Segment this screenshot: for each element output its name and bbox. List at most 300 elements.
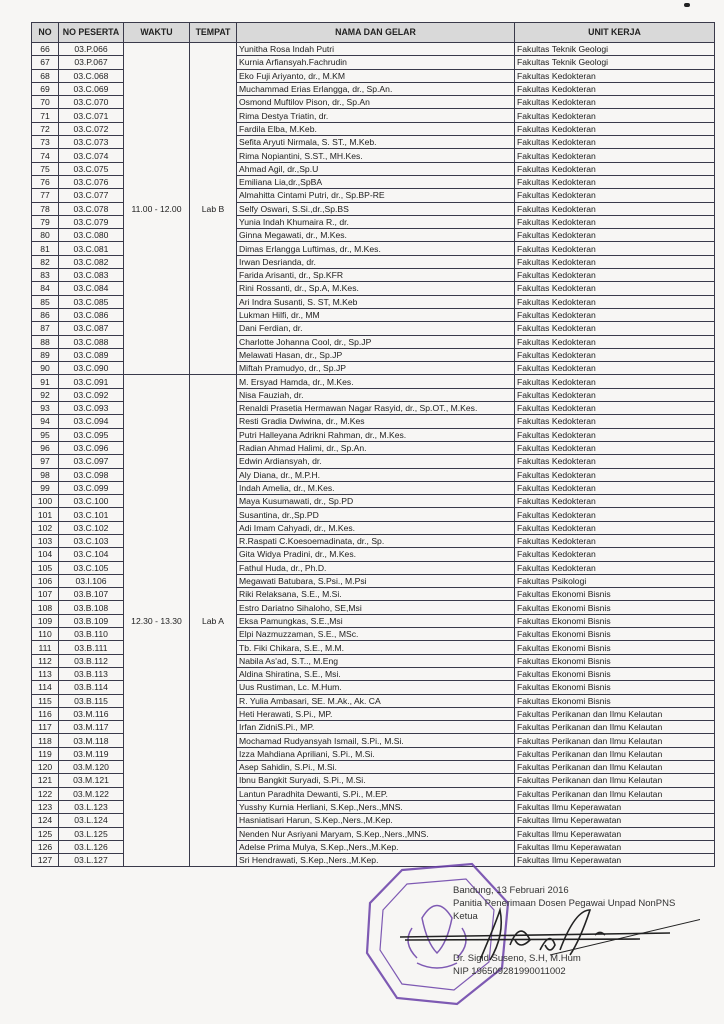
cell-no: 115	[32, 694, 59, 707]
cell-no: 109	[32, 614, 59, 627]
cell-nama: Charlotte Johanna Cool, dr., Sp.JP	[237, 335, 515, 348]
cell-nama: Rima Nopiantini, S.ST., MH.Kes.	[237, 149, 515, 162]
cell-no-peserta: 03.B.112	[59, 654, 124, 667]
cell-nama: Adi Imam Cahyadi, dr., M.Kes.	[237, 521, 515, 534]
table-row	[32, 508, 715, 521]
cell-nama: Ginna Megawati, dr., M.Kes.	[237, 229, 515, 242]
cell-waktu	[124, 761, 190, 774]
cell-no: 117	[32, 721, 59, 734]
cell-no: 85	[32, 295, 59, 308]
table-row	[32, 734, 715, 747]
cell-tempat	[190, 428, 237, 441]
table-row	[32, 707, 715, 720]
cell-tempat	[190, 215, 237, 228]
table-row	[32, 175, 715, 188]
cell-no: 95	[32, 428, 59, 441]
table-row	[32, 774, 715, 787]
cell-unit: Fakultas Perikanan dan Ilmu Kelautan	[515, 761, 715, 774]
table-row	[32, 654, 715, 667]
cell-no-peserta: 03.C.099	[59, 481, 124, 494]
cell-no: 108	[32, 601, 59, 614]
table-row	[32, 136, 715, 149]
cell-no: 69	[32, 82, 59, 95]
cell-unit: Fakultas Kedokteran	[515, 375, 715, 388]
cell-no: 66	[32, 43, 59, 56]
cell-nama: M. Ersyad Hamda, dr., M.Kes.	[237, 375, 515, 388]
cell-waktu	[124, 162, 190, 175]
cell-waktu	[124, 840, 190, 853]
cell-unit: Fakultas Ilmu Keperawatan	[515, 840, 715, 853]
cell-no-peserta: 03.C.095	[59, 428, 124, 441]
table-row	[32, 601, 715, 614]
cell-waktu	[124, 508, 190, 521]
table-row	[32, 574, 715, 587]
cell-waktu: 12.30 - 13.30	[124, 614, 190, 627]
cell-no-peserta: 03.C.073	[59, 136, 124, 149]
cell-waktu	[124, 136, 190, 149]
cell-no-peserta: 03.B.114	[59, 681, 124, 694]
table-row	[32, 56, 715, 69]
cell-no-peserta: 03.C.088	[59, 335, 124, 348]
cell-no-peserta: 03.L.123	[59, 800, 124, 813]
cell-nama: Heti Herawati, S.Pi., MP.	[237, 707, 515, 720]
cell-waktu	[124, 56, 190, 69]
cell-no-peserta: 03.B.113	[59, 667, 124, 680]
table-row	[32, 202, 715, 215]
cell-waktu	[124, 734, 190, 747]
cell-tempat	[190, 827, 237, 840]
cell-waktu	[124, 641, 190, 654]
cell-nama: Hasniatisari Harun, S.Kep.,Ners.,M.Kep.	[237, 814, 515, 827]
cell-waktu	[124, 481, 190, 494]
cell-nama: Emiliana Lia,dr.,SpBA	[237, 175, 515, 188]
cell-no-peserta: 03.L.125	[59, 827, 124, 840]
cell-no-peserta: 03.C.078	[59, 202, 124, 215]
cell-no-peserta: 03.C.069	[59, 82, 124, 95]
cell-nama: Rini Rossanti, dr., Sp.A, M.Kes.	[237, 282, 515, 295]
cell-nama: Resti Gradia Dwiwina, dr., M.Kes	[237, 415, 515, 428]
cell-no: 98	[32, 468, 59, 481]
cell-nama: Ari Indra Susanti, S. ST, M.Keb	[237, 295, 515, 308]
cell-tempat	[190, 721, 237, 734]
cell-tempat	[190, 388, 237, 401]
table-row	[32, 495, 715, 508]
cell-no-peserta: 03.C.080	[59, 229, 124, 242]
table-row	[32, 800, 715, 813]
cell-nama: Adelse Prima Mulya, S.Kep.,Ners.,M.Kep.	[237, 840, 515, 853]
cell-no-peserta: 03.B.108	[59, 601, 124, 614]
cell-unit: Fakultas Kedokteran	[515, 82, 715, 95]
cell-nama: Almahitta Cintami Putri, dr., Sp.BP-RE	[237, 189, 515, 202]
table-row	[32, 667, 715, 680]
cell-tempat	[190, 508, 237, 521]
cell-nama: Muchammad Erias Erlangga, dr., Sp.An.	[237, 82, 515, 95]
cell-no-peserta: 03.M.121	[59, 774, 124, 787]
cell-waktu	[124, 574, 190, 587]
header-no-peserta: NO PESERTA	[59, 23, 124, 43]
cell-nama: Uus Rustiman, Lc. M.Hum.	[237, 681, 515, 694]
cell-no-peserta: 03.C.091	[59, 375, 124, 388]
cell-unit: Fakultas Kedokteran	[515, 481, 715, 494]
cell-tempat	[190, 707, 237, 720]
cell-no-peserta: 03.C.077	[59, 189, 124, 202]
cell-tempat	[190, 495, 237, 508]
cell-no: 106	[32, 574, 59, 587]
cell-no-peserta: 03.C.070	[59, 96, 124, 109]
cell-nama: Yusshy Kurnia Herliani, S.Kep.,Ners.,MNS.	[237, 800, 515, 813]
cell-no: 96	[32, 441, 59, 454]
cell-no: 118	[32, 734, 59, 747]
cell-nama: Yunitha Rosa Indah Putri	[237, 43, 515, 56]
cell-waktu	[124, 814, 190, 827]
cell-nama: Putri Halleyana Adrikni Rahman, dr., M.Kes.	[237, 428, 515, 441]
cell-tempat	[190, 588, 237, 601]
cell-tempat	[190, 574, 237, 587]
table-row	[32, 614, 715, 627]
cell-no: 102	[32, 521, 59, 534]
cell-no-peserta: 03.L.127	[59, 854, 124, 867]
place-date: Bandung, 13 Februari 2016	[453, 885, 569, 896]
table-row	[32, 122, 715, 135]
table-row	[32, 747, 715, 760]
cell-tempat	[190, 654, 237, 667]
cell-no: 107	[32, 588, 59, 601]
cell-waktu	[124, 654, 190, 667]
cell-tempat	[190, 481, 237, 494]
cell-waktu	[124, 787, 190, 800]
cell-nama: Sri Hendrawati, S.Kep.,Ners.,M.Kep.	[237, 854, 515, 867]
cell-waktu	[124, 402, 190, 415]
cell-no-peserta: 03.C.089	[59, 348, 124, 361]
cell-tempat	[190, 109, 237, 122]
cell-no: 78	[32, 202, 59, 215]
cell-no-peserta: 03.C.097	[59, 455, 124, 468]
header-waktu: WAKTU	[124, 23, 190, 43]
table-row	[32, 455, 715, 468]
cell-unit: Fakultas Kedokteran	[515, 428, 715, 441]
cell-waktu	[124, 667, 190, 680]
cell-unit: Fakultas Ekonomi Bisnis	[515, 614, 715, 627]
table-row	[32, 335, 715, 348]
cell-tempat	[190, 787, 237, 800]
cell-tempat	[190, 162, 237, 175]
cell-no-peserta: 03.M.117	[59, 721, 124, 734]
cell-unit: Fakultas Kedokteran	[515, 508, 715, 521]
cell-unit: Fakultas Kedokteran	[515, 269, 715, 282]
cell-waktu	[124, 109, 190, 122]
cell-unit: Fakultas Kedokteran	[515, 362, 715, 375]
cell-unit: Fakultas Kedokteran	[515, 441, 715, 454]
cell-waktu	[124, 827, 190, 840]
cell-nama: Ahmad Agil, dr.,Sp.U	[237, 162, 515, 175]
cell-unit: Fakultas Kedokteran	[515, 415, 715, 428]
cell-waktu	[124, 588, 190, 601]
cell-no-peserta: 03.C.087	[59, 322, 124, 335]
cell-tempat	[190, 282, 237, 295]
table-row	[32, 548, 715, 561]
cell-unit: Fakultas Ekonomi Bisnis	[515, 681, 715, 694]
table-row	[32, 375, 715, 388]
cell-unit: Fakultas Kedokteran	[515, 295, 715, 308]
cell-unit: Fakultas Kedokteran	[515, 561, 715, 574]
cell-unit: Fakultas Kedokteran	[515, 149, 715, 162]
cell-waktu	[124, 707, 190, 720]
cell-tempat	[190, 734, 237, 747]
cell-no: 110	[32, 628, 59, 641]
cell-waktu	[124, 308, 190, 321]
table-row	[32, 721, 715, 734]
cell-no: 90	[32, 362, 59, 375]
table-row	[32, 295, 715, 308]
cell-no: 111	[32, 641, 59, 654]
cell-no-peserta: 03.C.094	[59, 415, 124, 428]
cell-nama: Aldina Shiratina, S.E., Msi.	[237, 667, 515, 680]
cell-unit: Fakultas Ekonomi Bisnis	[515, 654, 715, 667]
cell-tempat	[190, 667, 237, 680]
cell-no: 74	[32, 149, 59, 162]
cell-no: 84	[32, 282, 59, 295]
cell-waktu	[124, 189, 190, 202]
cell-no: 121	[32, 774, 59, 787]
cell-waktu	[124, 854, 190, 867]
cell-waktu	[124, 229, 190, 242]
table-row	[32, 96, 715, 109]
cell-no: 70	[32, 96, 59, 109]
cell-tempat	[190, 43, 237, 56]
cell-no: 99	[32, 481, 59, 494]
cell-tempat	[190, 641, 237, 654]
cell-no-peserta: 03.B.115	[59, 694, 124, 707]
cell-nama: Renaldi Prasetia Hermawan Nagar Rasyid, dr., Sp.OT., M.Kes.	[237, 402, 515, 415]
cell-no-peserta: 03.C.076	[59, 175, 124, 188]
cell-no: 72	[32, 122, 59, 135]
cell-waktu	[124, 282, 190, 295]
cell-tempat	[190, 548, 237, 561]
cell-tempat	[190, 681, 237, 694]
cell-waktu	[124, 362, 190, 375]
header-unit: UNIT KERJA	[515, 23, 715, 43]
cell-waktu	[124, 295, 190, 308]
table-row	[32, 481, 715, 494]
cell-unit: Fakultas Kedokteran	[515, 521, 715, 534]
cell-no-peserta: 03.C.071	[59, 109, 124, 122]
cell-tempat	[190, 441, 237, 454]
cell-nama: Tb. Fiki Chikara, S.E., M.M.	[237, 641, 515, 654]
table-row	[32, 415, 715, 428]
cell-nama: Riki Relaksana, S.E., M.Si.	[237, 588, 515, 601]
cell-waktu	[124, 322, 190, 335]
cell-no: 124	[32, 814, 59, 827]
cell-no-peserta: 03.C.068	[59, 69, 124, 82]
cell-no: 100	[32, 495, 59, 508]
cell-no-peserta: 03.B.109	[59, 614, 124, 627]
cell-tempat	[190, 255, 237, 268]
cell-no: 97	[32, 455, 59, 468]
cell-unit: Fakultas Perikanan dan Ilmu Kelautan	[515, 747, 715, 760]
cell-unit: Fakultas Kedokteran	[515, 122, 715, 135]
cell-tempat	[190, 402, 237, 415]
cell-unit: Fakultas Psikologi	[515, 574, 715, 587]
cell-tempat	[190, 335, 237, 348]
table-row	[32, 428, 715, 441]
cell-unit: Fakultas Kedokteran	[515, 548, 715, 561]
cell-nama: Farida Arisanti, dr., Sp.KFR	[237, 269, 515, 282]
table-body	[32, 43, 715, 867]
cell-nama: Irwan Desrianda, dr.	[237, 255, 515, 268]
cell-nama: Radian Ahmad Halimi, dr., Sp.An.	[237, 441, 515, 454]
cell-unit: Fakultas Perikanan dan Ilmu Kelautan	[515, 787, 715, 800]
cell-unit: Fakultas Kedokteran	[515, 96, 715, 109]
cell-tempat	[190, 455, 237, 468]
cell-unit: Fakultas Kedokteran	[515, 215, 715, 228]
cell-tempat	[190, 521, 237, 534]
cell-nama: Irfan ZidniS.Pi., MP.	[237, 721, 515, 734]
cell-no-peserta: 03.M.119	[59, 747, 124, 760]
cell-no-peserta: 03.C.102	[59, 521, 124, 534]
cell-tempat	[190, 229, 237, 242]
cell-no: 120	[32, 761, 59, 774]
cell-no: 80	[32, 229, 59, 242]
cell-waktu	[124, 122, 190, 135]
table-row	[32, 149, 715, 162]
cell-unit: Fakultas Kedokteran	[515, 255, 715, 268]
cell-no: 101	[32, 508, 59, 521]
cell-tempat	[190, 149, 237, 162]
cell-unit: Fakultas Ekonomi Bisnis	[515, 694, 715, 707]
cell-no-peserta: 03.C.092	[59, 388, 124, 401]
cell-waktu	[124, 242, 190, 255]
cell-nama: Ibnu Bangkit Suryadi, S.Pi., M.Si.	[237, 774, 515, 787]
cell-unit: Fakultas Ekonomi Bisnis	[515, 588, 715, 601]
cell-no: 81	[32, 242, 59, 255]
cell-no-peserta: 03.C.104	[59, 548, 124, 561]
table-row	[32, 694, 715, 707]
cell-waktu	[124, 468, 190, 481]
cell-waktu	[124, 561, 190, 574]
cell-nama: Lantun Paradhita Dewanti, S.Pi., M.EP.	[237, 787, 515, 800]
table-row	[32, 441, 715, 454]
cell-no: 68	[32, 69, 59, 82]
cell-no: 119	[32, 747, 59, 760]
table-row	[32, 362, 715, 375]
cell-unit: Fakultas Kedokteran	[515, 282, 715, 295]
cell-waktu	[124, 681, 190, 694]
cell-unit: Fakultas Perikanan dan Ilmu Kelautan	[515, 707, 715, 720]
committee-name: Panitia Penerimaan Dosen Pegawai Unpad NonPNS	[453, 898, 676, 909]
cell-tempat	[190, 854, 237, 867]
cell-no: 125	[32, 827, 59, 840]
cell-tempat	[190, 800, 237, 813]
cell-no-peserta: 03.C.100	[59, 495, 124, 508]
cell-nama: Gita Widya Pradini, dr., M.Kes.	[237, 548, 515, 561]
cell-nama: Aly Diana, dr., M.P.H.	[237, 468, 515, 481]
cell-nama: Nabila As'ad, S.T.., M.Eng	[237, 654, 515, 667]
cell-nama: Elpi Nazmuzzaman, S.E., MSc.	[237, 628, 515, 641]
cell-no: 92	[32, 388, 59, 401]
cell-tempat	[190, 375, 237, 388]
cell-waktu	[124, 747, 190, 760]
cell-waktu	[124, 43, 190, 56]
cell-no-peserta: 03.P.066	[59, 43, 124, 56]
table-row	[32, 43, 715, 56]
cell-no: 93	[32, 402, 59, 415]
cell-tempat	[190, 628, 237, 641]
cell-nama: Mochamad Rudyansyah Ismail, S.Pi., M.Si.	[237, 734, 515, 747]
cell-waktu	[124, 628, 190, 641]
table-header-row	[32, 23, 715, 43]
table-row	[32, 787, 715, 800]
cell-nama: Megawati Batubara, S.Psi., M.Psi	[237, 574, 515, 587]
cell-nama: Osmond Muftilov Pison, dr., Sp.An	[237, 96, 515, 109]
cell-no: 91	[32, 375, 59, 388]
table-row	[32, 229, 715, 242]
table-row	[32, 588, 715, 601]
table-row	[32, 348, 715, 361]
cell-no-peserta: 03.C.103	[59, 534, 124, 547]
cell-no: 94	[32, 415, 59, 428]
cell-no: 104	[32, 548, 59, 561]
cell-waktu	[124, 534, 190, 547]
cell-waktu	[124, 96, 190, 109]
cell-unit: Fakultas Ilmu Keperawatan	[515, 827, 715, 840]
table-row	[32, 69, 715, 82]
header-no: NO	[32, 23, 59, 43]
cell-no-peserta: 03.L.124	[59, 814, 124, 827]
cell-tempat	[190, 415, 237, 428]
cell-no-peserta: 03.M.120	[59, 761, 124, 774]
cell-unit: Fakultas Kedokteran	[515, 69, 715, 82]
cell-waktu	[124, 774, 190, 787]
cell-no-peserta: 03.L.126	[59, 840, 124, 853]
cell-no: 76	[32, 175, 59, 188]
cell-tempat	[190, 242, 237, 255]
cell-tempat	[190, 761, 237, 774]
cell-no-peserta: 03.C.090	[59, 362, 124, 375]
cell-unit: Fakultas Kedokteran	[515, 534, 715, 547]
cell-no: 71	[32, 109, 59, 122]
cell-tempat	[190, 694, 237, 707]
cell-waktu	[124, 255, 190, 268]
cell-unit: Fakultas Ilmu Keperawatan	[515, 854, 715, 867]
cell-tempat	[190, 136, 237, 149]
cell-no-peserta: 03.B.110	[59, 628, 124, 641]
cell-no: 89	[32, 348, 59, 361]
cell-waktu	[124, 495, 190, 508]
cell-waktu	[124, 335, 190, 348]
table-row	[32, 814, 715, 827]
table-row	[32, 322, 715, 335]
cell-nama: Yunia Indah Khumaira R., dr.	[237, 215, 515, 228]
cell-no-peserta: 03.C.082	[59, 255, 124, 268]
cell-tempat	[190, 840, 237, 853]
cell-tempat: Lab A	[190, 614, 237, 627]
cell-no: 73	[32, 136, 59, 149]
cell-waktu	[124, 82, 190, 95]
cell-no-peserta: 03.C.096	[59, 441, 124, 454]
cell-nama: Nisa Fauziah, dr.	[237, 388, 515, 401]
cell-nama: Eksa Pamungkas, S.E.,Msi	[237, 614, 515, 627]
signer-name: Dr. Sigid Suseno, S.H, M.Hum	[453, 953, 581, 964]
cell-unit: Fakultas Perikanan dan Ilmu Kelautan	[515, 774, 715, 787]
cell-tempat	[190, 308, 237, 321]
cell-tempat	[190, 534, 237, 547]
cell-no-peserta: 03.C.101	[59, 508, 124, 521]
cell-no: 103	[32, 534, 59, 547]
table-row	[32, 561, 715, 574]
cell-no: 79	[32, 215, 59, 228]
cell-unit: Fakultas Kedokteran	[515, 388, 715, 401]
cell-no: 113	[32, 667, 59, 680]
